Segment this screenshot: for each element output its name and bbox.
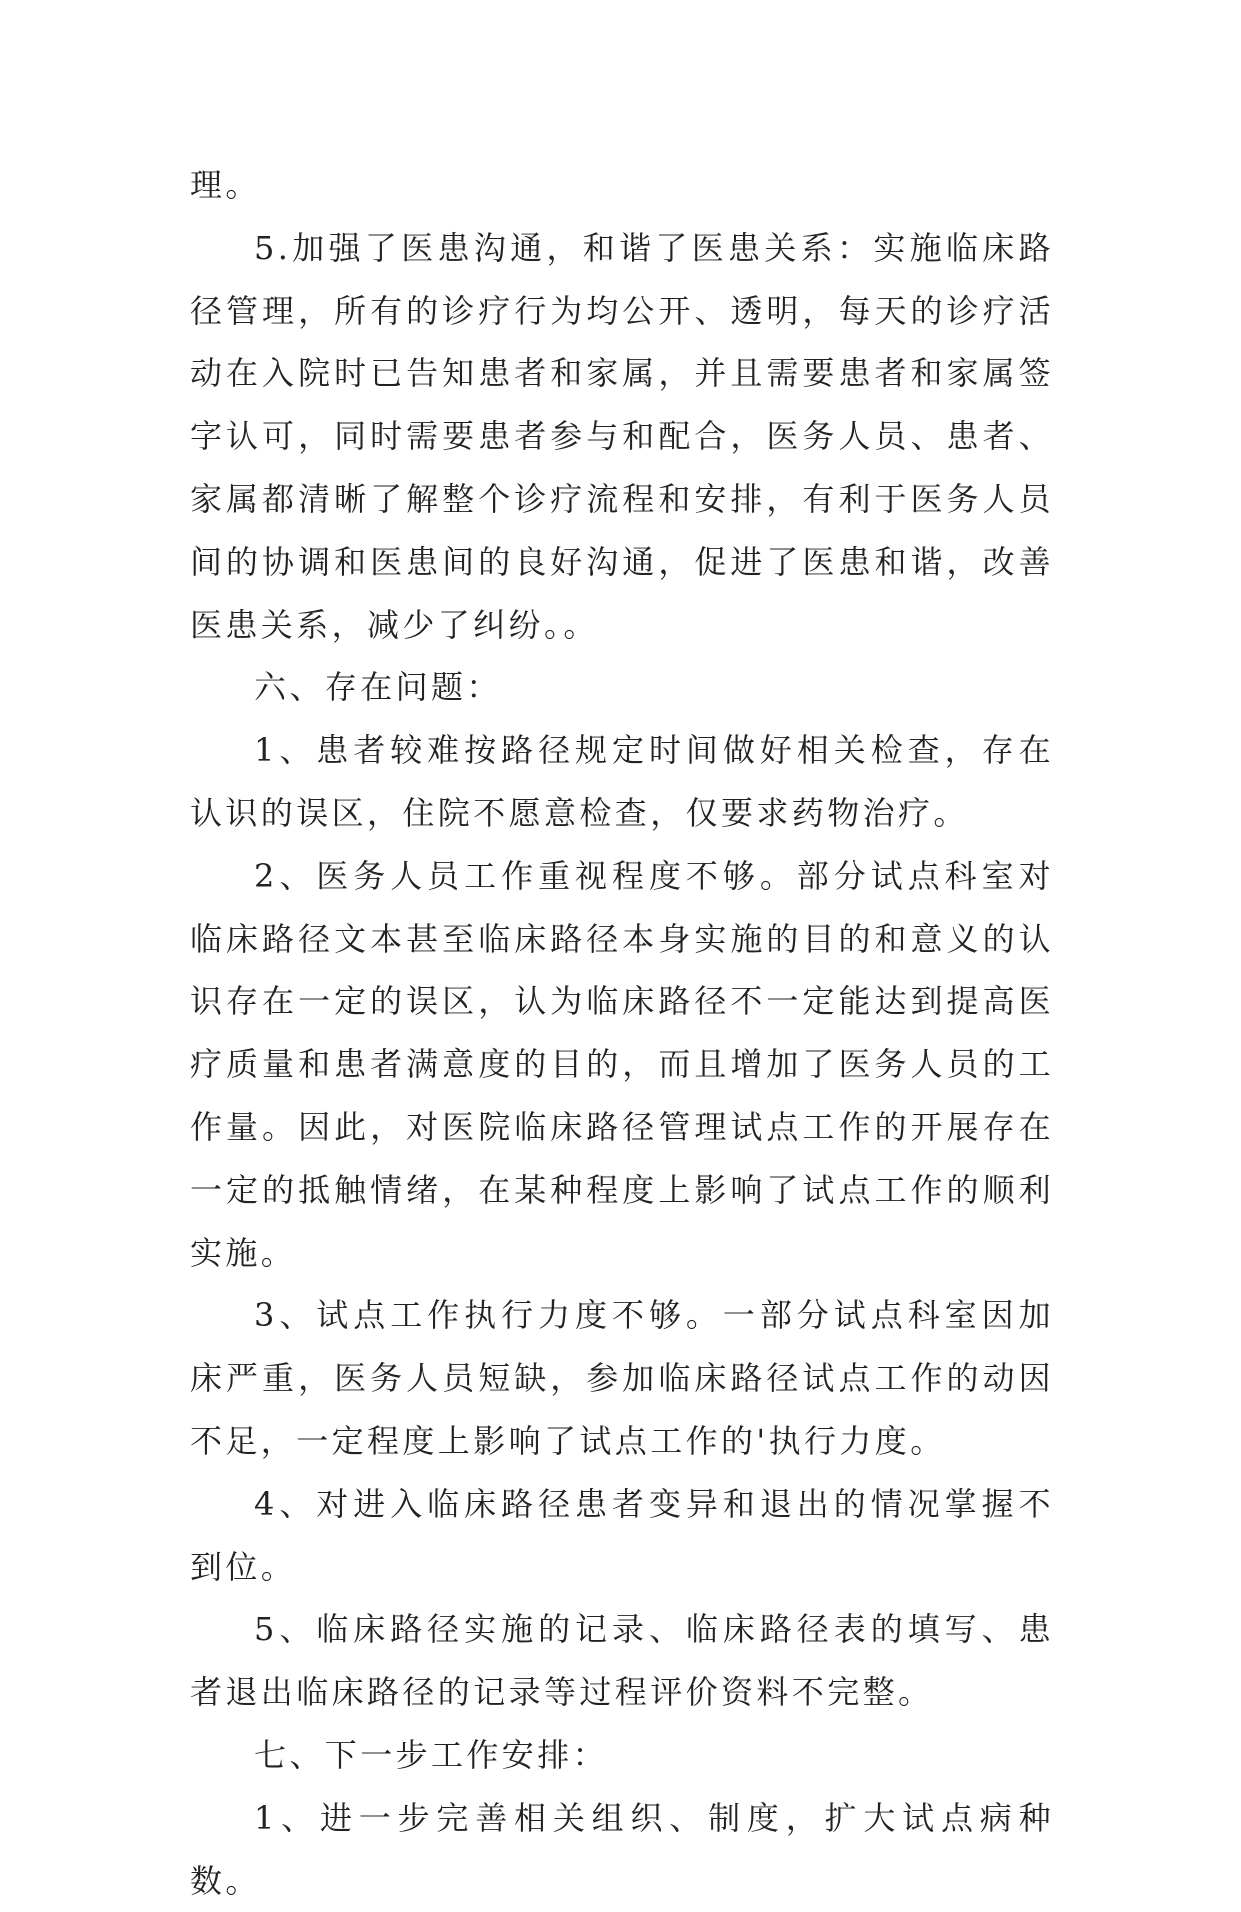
problem-item-4: 4、对进入临床路径患者变异和退出的情况掌握不到位。 [190,1484,1054,1586]
problem-item-2: 2、医务人员工作重视程度不够。部分试点科室对临床路径文本甚至临床路径本身实施的目的和意义的认识存在一定的误区，认为临床路径不一定能达到提高医疗质量和患者满意度的目的，而且增加了医务人员的工作量。因此，对医院临床路径管理试点工作的开展存在一定的抵触情绪，在某种程度上影响了试点工作的顺利实施。 [190,856,1054,1272]
problem-item-1: 1、患者较难按路径规定时间做好相关检查，存在认识的误区，住院不愿意检查，仅要求药物治疗。 [190,731,1054,832]
problem-item-3: 3、试点工作执行力度不够。一部分试点科室因加床严重，医务人员短缺，参加临床路径试点工作的动因不足，一定程度上影响了试点工作的'执行力度。 [190,1296,1054,1460]
paragraph-continuation: 理。 [190,166,261,204]
problem-item-5: 5、临床路径实施的记录、临床路径表的填写、患者退出临床路径的记录等过程评价资料不完整。 [190,1610,1054,1712]
document-body [190,154,1054,1912]
section-heading-next-steps: 七、下一步工作安排： [254,1735,609,1774]
paragraph-doctor-patient-communication: 5.加强了医患沟通，和谐了医患关系：实施临床路径管理，所有的诊疗行为均公开、透明，每天的诊疗活动在入院时已告知患者和家属，并且需要患者和家属签字认可，同时需要患者参与和配合，医务人员、患者、家属都清晰了解整个诊疗流程和安排，有利于医务人员间的协调和医患间的良好沟通，促进了医患和谐，改善医患关系，减少了纠纷。。 [190,228,1054,644]
section-heading-existing-problems: 六、存在问题： [254,668,502,707]
next-step-item-1: 1、进一步完善相关组织、制度，扩大试点病种数。 [190,1798,1054,1900]
